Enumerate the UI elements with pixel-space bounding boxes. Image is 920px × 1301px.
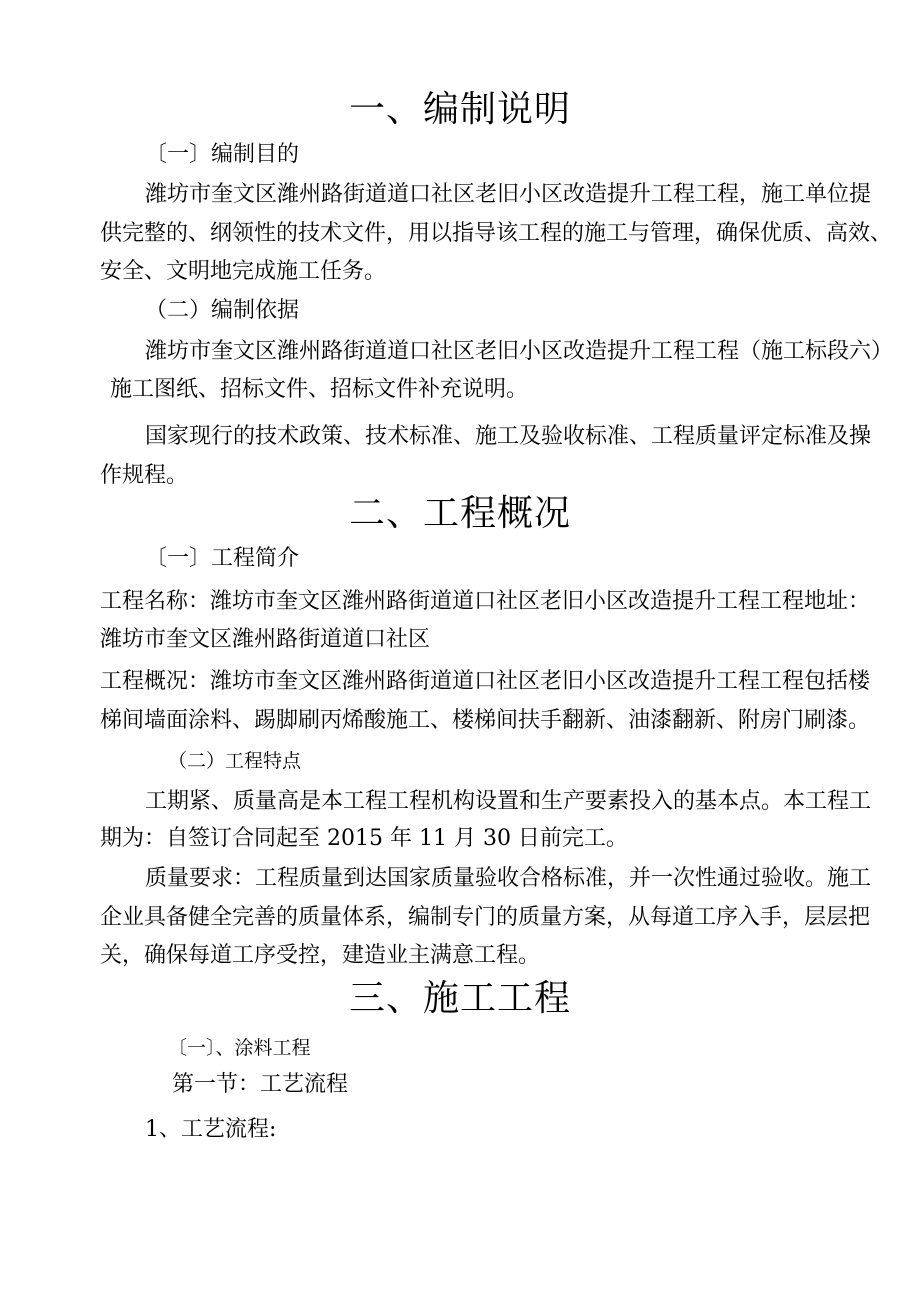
- paragraph-line: 期为：自签订合同起至 2015 年 11 月 30 日前完工。: [100, 826, 628, 851]
- paragraph-line: 安全、文明地完成施工任务。: [100, 259, 387, 284]
- paragraph-line: 工程名称：潍坊市奎文区潍州路街道道口社区老旧小区改造提升工程工程地址：: [100, 589, 871, 614]
- subheading-project-intro: 〔一〕工程简介: [145, 546, 300, 571]
- paragraph-line: 国家现行的技术政策、技术标准、施工及验收标准、工程质量评定标准及操: [145, 424, 872, 449]
- paragraph-line: 潍坊市奎文区潍州路街道道口社区老旧小区改造提升工程工程，施工单位提: [145, 182, 872, 207]
- paragraph-line: 关，确保每道工序受控，建造业主满意工程。: [100, 943, 541, 968]
- paragraph-line: 梯间墙面涂料、踢脚刷丙烯酸施工、楼梯间扶手翻新、油漆翻新、附房门刷漆。: [100, 708, 871, 733]
- list-item: 1、工艺流程:: [145, 1117, 277, 1142]
- subheading-coating-works: 〔一〕、涂料工程: [168, 1037, 311, 1059]
- section-1-heading: 一、编制说明: [348, 89, 571, 130]
- paragraph-line: 作规程。: [100, 463, 189, 488]
- section-2-heading: 二、工程概况: [348, 493, 571, 534]
- subheading-compile-purpose: 〔一〕编制目的: [145, 142, 300, 167]
- subsection-title: 第一节：工艺流程: [172, 1072, 349, 1097]
- paragraph-line: 质量要求：工程质量到达国家质量验收合格标准，并一次性通过验收。施工: [145, 866, 872, 891]
- section-3-heading: 三、施工工程: [348, 978, 571, 1019]
- paragraph-line: 施工图纸、招标文件、招标文件补充说明。: [110, 377, 529, 402]
- paragraph-line: 工程概况：潍坊市奎文区潍州路街道道口社区老旧小区改造提升工程工程包括楼: [100, 669, 871, 694]
- paragraph-line: 工期紧、质量高是本工程工程机构设置和生产要素投入的基本点。本工程工: [145, 789, 872, 814]
- subheading-project-features: （二）工程特点: [168, 750, 302, 772]
- paragraph-line: 潍坊市奎文区潍州路街道道口社区: [100, 627, 431, 652]
- subheading-compile-basis: （二）编制依据: [145, 298, 300, 323]
- paragraph-line: 供完整的、纲领性的技术文件，用以指导该工程的施工与管理，确保优质、高效、: [100, 221, 893, 246]
- paragraph-line: 潍坊市奎文区潍州路街道道口社区老旧小区改造提升工程工程（施工标段六）: [145, 339, 894, 364]
- paragraph-line: 企业具备健全完善的质量体系，编制专门的质量方案，从每道工序入手，层层把: [100, 905, 871, 930]
